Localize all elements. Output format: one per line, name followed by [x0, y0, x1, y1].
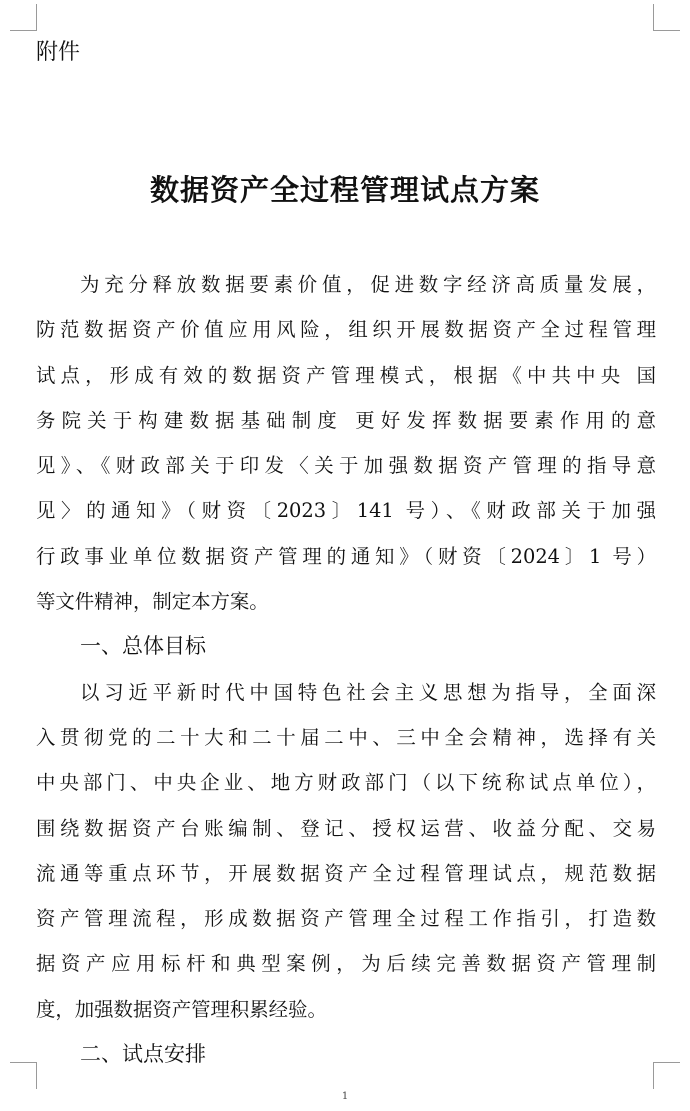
- section1-line: 资产管理流程，形成数据资产管理全过程工作指引，打造数: [36, 907, 656, 931]
- section1-line: 以习近平新时代中国特色社会主义思想为指导，全面深: [80, 680, 656, 704]
- intro-line: 见〉的通知》（财资〔2023〕141 号）、《财政部关于加强: [36, 499, 656, 523]
- intro-line: 见》、《财政部关于印发〈关于加强数据资产管理的指导意: [36, 454, 656, 478]
- section-heading-general-goal: 一、总体目标: [80, 634, 206, 659]
- section1-line: 度，加强数据资产管理积累经验。: [36, 997, 327, 1021]
- intro-line: 防范数据资产价值应用风险，组织开展数据资产全过程管理: [36, 318, 656, 342]
- section1-line: 流通等重点环节，开展数据资产全过程管理试点，规范数据: [36, 861, 656, 885]
- section1-line: 中央部门、中央企业、地方财政部门（以下统称试点单位），: [36, 771, 656, 795]
- crop-mark-top-left: [10, 4, 37, 31]
- intro-line: 等文件精神，制定本方案。: [36, 590, 269, 614]
- section1-line: 据资产应用标杆和典型案例，为后续完善数据资产管理制: [36, 952, 656, 976]
- document-title: 数据资产全过程管理试点方案: [149, 173, 540, 207]
- intro-line: 为充分释放数据要素价值，促进数字经济高质量发展，: [80, 273, 656, 296]
- crop-mark-bottom-left: [10, 1062, 37, 1089]
- page-number: 1: [341, 1091, 349, 1102]
- intro-line: 行政事业单位数据资产管理的通知》（财资〔2024〕1 号）: [36, 544, 656, 568]
- intro-line: 试点，形成有效的数据资产管理模式，根据《中共中央 国: [36, 363, 656, 387]
- section1-line: 入贯彻党的二十大和二十届二中、三中全会精神，选择有关: [36, 725, 656, 749]
- section-heading-pilot-arrangement: 二、试点安排: [80, 1042, 206, 1067]
- attachment-label: 附件: [36, 40, 81, 65]
- crop-mark-top-right: [653, 4, 680, 31]
- section1-line: 围绕数据资产台账编制、登记、授权运营、收益分配、交易: [36, 816, 656, 840]
- intro-line: 务院关于构建数据基础制度 更好发挥数据要素作用的意: [36, 408, 656, 432]
- document-body: [36, 262, 656, 1077]
- crop-mark-bottom-right: [653, 1062, 680, 1089]
